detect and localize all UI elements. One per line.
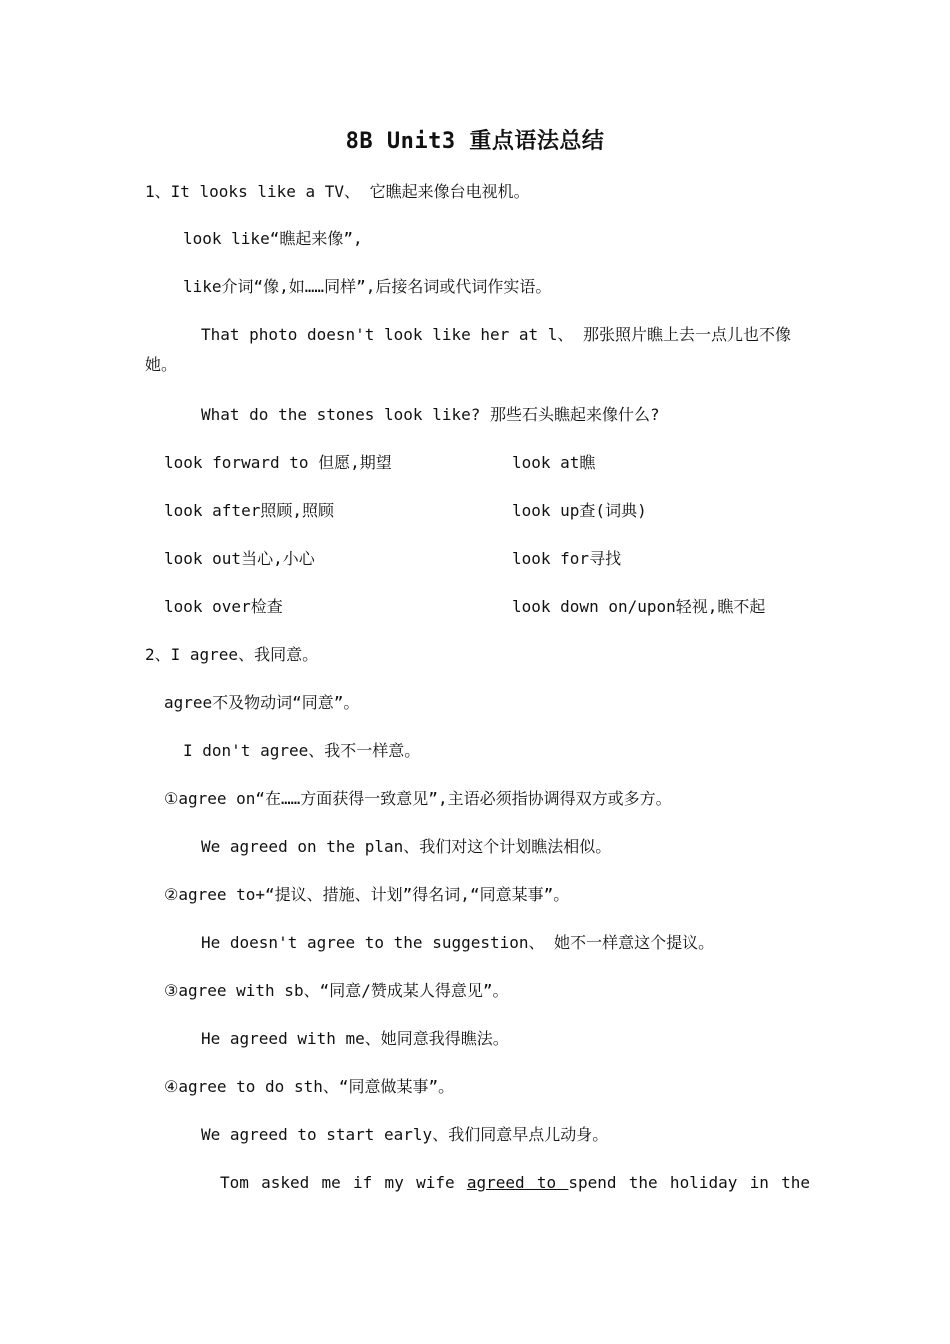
usage-agree-with-example: He agreed with me、她同意我得瞧法。 — [201, 1029, 509, 1048]
usage-agree-with: ③agree with sb、“同意/赞成某人得意见”。 — [164, 981, 509, 1000]
section-1-example-2: What do the stones look like? 那些石头瞧起来像什么? — [201, 405, 660, 424]
phrase-look-over: look over检查 — [164, 597, 283, 616]
final-example-text-a: Tom asked me if my wife — [220, 1173, 467, 1192]
phrase-look-at: look at瞧 — [512, 453, 596, 472]
final-example-text-b: spend the holiday in the — [568, 1173, 811, 1192]
phrase-look-down-on: look down on/upon轻视,瞧不起 — [512, 597, 766, 616]
usage-agree-to-do: ④agree to do sth、“同意做某事”。 — [164, 1077, 455, 1096]
final-example-underlined: agreed to — [466, 1173, 569, 1192]
usage-agree-to-do-example: We agreed to start early、我们同意早点儿动身。 — [201, 1125, 609, 1144]
section-2-line-2: I don't agree、我不一样意。 — [183, 741, 421, 760]
phrase-look-forward-to: look forward to 但愿,期望 — [164, 453, 392, 472]
phrase-look-out: look out当心,小心 — [164, 549, 315, 568]
phrase-look-after: look after照顾,照顾 — [164, 501, 334, 520]
usage-agree-on: ①agree on“在……方面获得一致意见”,主语必须指协调得双方或多方。 — [164, 789, 672, 808]
phrase-look-for: look for寻找 — [512, 549, 622, 568]
usage-agree-on-example: We agreed on the plan、我们对这个计划瞧法相似。 — [201, 837, 612, 856]
usage-agree-to-noun: ②agree to+“提议、措施、计划”得名词,“同意某事”。 — [164, 885, 570, 904]
section-1-heading: 1、It looks like a TV、 它瞧起来像台电视机。 — [145, 182, 530, 201]
section-2-line-1: agree不及物动词“同意”。 — [164, 693, 360, 712]
section-1-line-1: look like“瞧起来像”, — [183, 229, 363, 248]
phrase-look-up: look up查(词典) — [512, 501, 647, 520]
final-example-line — [220, 1173, 810, 1193]
section-1-line-2: like介词“像,如……同样”,后接名词或代词作实语。 — [183, 277, 552, 296]
page-title: 8B Unit3 重点语法总结 — [345, 129, 605, 154]
section-2-heading: 2、I agree、我同意。 — [145, 645, 319, 664]
section-1-example-1: That photo doesn't look like her at l、 那张照片瞧上去一点儿也不像她。 — [145, 325, 792, 374]
usage-agree-to-noun-example: He doesn't agree to the suggestion、 她不一样意这个提议。 — [201, 933, 715, 952]
